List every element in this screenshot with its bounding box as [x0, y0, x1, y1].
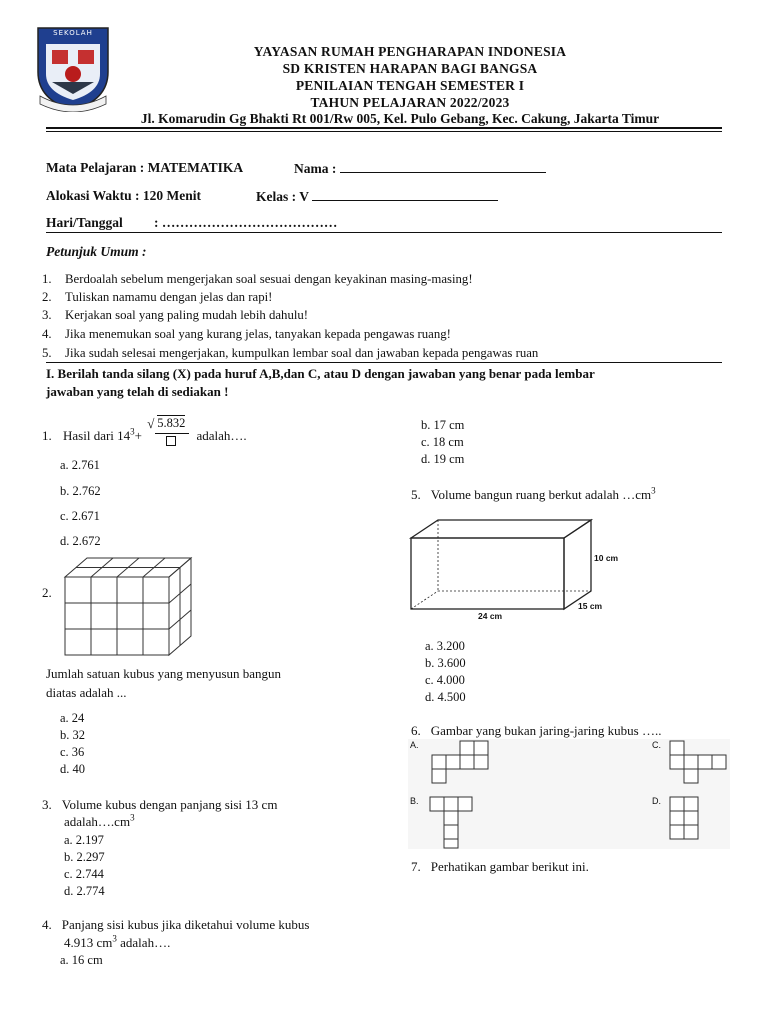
question-2-text-line2: diatas adalah ... — [46, 685, 127, 700]
q2-option-a[interactable]: a. 24 — [60, 711, 85, 725]
instructions-title: Petunjuk Umum : — [46, 244, 147, 259]
cube-stack-figure — [60, 555, 212, 665]
question-4: 4. Panjang sisi kubus jika diketahui volume kubus — [42, 917, 310, 932]
net-label-b[interactable]: B. — [410, 796, 419, 806]
question-7: 7. Perhatikan gambar berikut ini. — [411, 859, 589, 874]
time-field: Alokasi Waktu : 120 Menit — [46, 188, 202, 203]
q2-option-b[interactable]: b. 32 — [60, 728, 85, 742]
q3-option-c[interactable]: c. 2.744 — [64, 867, 104, 881]
question-2-number: 2. — [42, 585, 52, 600]
school-name: SD KRISTEN HARAPAN BAGI BANGSA — [282, 61, 538, 76]
net-label-a[interactable]: A. — [410, 740, 419, 750]
cuboid-width-label: 15 cm — [578, 601, 603, 611]
logo-lettering: SEKOLAH — [53, 29, 93, 37]
q3-option-a[interactable]: a. 2.197 — [64, 833, 104, 847]
instruction-item: 1. Berdoalah sebelum mengerjakan soal sesuai dengan keyakinan masing-masing! — [42, 272, 473, 286]
info-divider — [46, 232, 722, 233]
q4-option-b[interactable]: b. 17 cm — [421, 418, 465, 432]
q4-option-d[interactable]: d. 19 cm — [421, 452, 465, 466]
q1-option-a[interactable]: a. 2.761 — [60, 458, 100, 472]
question-4-line2: 4.913 $cm^3$ adalah…. — [64, 933, 171, 950]
question-3-line2: $adalah\dots.cm^3$ — [64, 812, 135, 829]
section-heading-line1: I. Berilah tanda silang (X) pada huruf A,B,dan C, atau D dengan jawaban yang benar pada lembar — [46, 366, 595, 381]
q1-option-c[interactable]: c. 2.671 — [60, 509, 100, 523]
q4-option-a[interactable]: a. 16 cm — [60, 953, 103, 967]
instruction-item: 2. Tuliskan namamu dengan jelas dan rapi! — [42, 290, 273, 304]
q5-option-d[interactable]: d. 4.500 — [425, 690, 466, 704]
school-logo — [32, 22, 114, 112]
cuboid-length-label: 24 cm — [478, 611, 503, 621]
date-field[interactable]: : ………………………………… — [154, 215, 338, 230]
net-label-c[interactable]: C. — [652, 740, 661, 750]
section-heading-line2: jawaban yang telah di sediakan ! — [46, 384, 229, 399]
q1-option-d[interactable]: d. 2.672 — [60, 534, 101, 548]
question-5: 5. Volume bangun ruang berkut adalah $\dots cm^3$ — [411, 485, 656, 502]
q5-option-a[interactable]: a. 3.200 — [425, 639, 465, 653]
question-2-text-line1: Jumlah satuan kubus yang menyusun bangun — [46, 666, 282, 681]
exam-title: PENILAIAN TENGAH SEMESTER I — [295, 78, 525, 93]
question-1: 1. Hasil dari $14^3+$ √ 5.832 adalah…. — [42, 426, 247, 444]
cuboid-height-label: 10 cm — [594, 553, 619, 563]
date-label: Hari/Tanggal — [46, 215, 123, 230]
instructions-divider — [46, 362, 722, 363]
q4-option-c[interactable]: c. 18 cm — [421, 435, 464, 449]
school-year: TAHUN PELAJARAN 2022/2023 — [310, 95, 510, 110]
instruction-item: 3. Kerjakan soal yang paling mudah lebih dahulu! — [42, 308, 309, 322]
school-address: Jl. Komarudin Gg Bhakti Rt 001/Rw 005, Kel. Pulo Gebang, Kec. Cakung, Jakarta Timur — [140, 111, 660, 126]
class-field[interactable]: Kelas : V — [256, 188, 498, 205]
net-label-d[interactable]: D. — [652, 796, 661, 806]
question-3: 3. Volume kubus dengan panjang sisi 13 cm — [42, 797, 278, 812]
q2-option-d[interactable]: d. 40 — [60, 762, 85, 776]
name-field[interactable]: Nama : — [294, 160, 546, 177]
instruction-item: 5. Jika sudah selesai mengerjakan, kumpulkan lembar soal dan jawaban kepada pengawas ruan — [42, 346, 539, 360]
header-divider-thick — [46, 127, 722, 129]
q5-option-c[interactable]: c. 4.000 — [425, 673, 465, 687]
cuboid-figure — [408, 518, 633, 631]
q1-option-b[interactable]: b. 2.762 — [60, 484, 101, 498]
q5-option-b[interactable]: b. 3.600 — [425, 656, 466, 670]
q2-option-c[interactable]: c. 36 — [60, 745, 85, 759]
instruction-item: 4. Jika menemukan soal yang kurang jelas, tanyakan kepada pengawas ruang! — [42, 327, 451, 341]
question-6: 6. Gambar yang bukan jaring-jaring kubus ….. — [411, 723, 662, 738]
cube-nets-figure — [408, 739, 730, 849]
subject-field: Mata Pelajaran : MATEMATIKA — [46, 160, 244, 175]
header-divider-thin — [46, 131, 722, 132]
q3-option-d[interactable]: d. 2.774 — [64, 884, 105, 898]
q3-option-b[interactable]: b. 2.297 — [64, 850, 105, 864]
foundation-name: YAYASAN RUMAH PENGHARAPAN INDONESIA — [253, 44, 567, 59]
